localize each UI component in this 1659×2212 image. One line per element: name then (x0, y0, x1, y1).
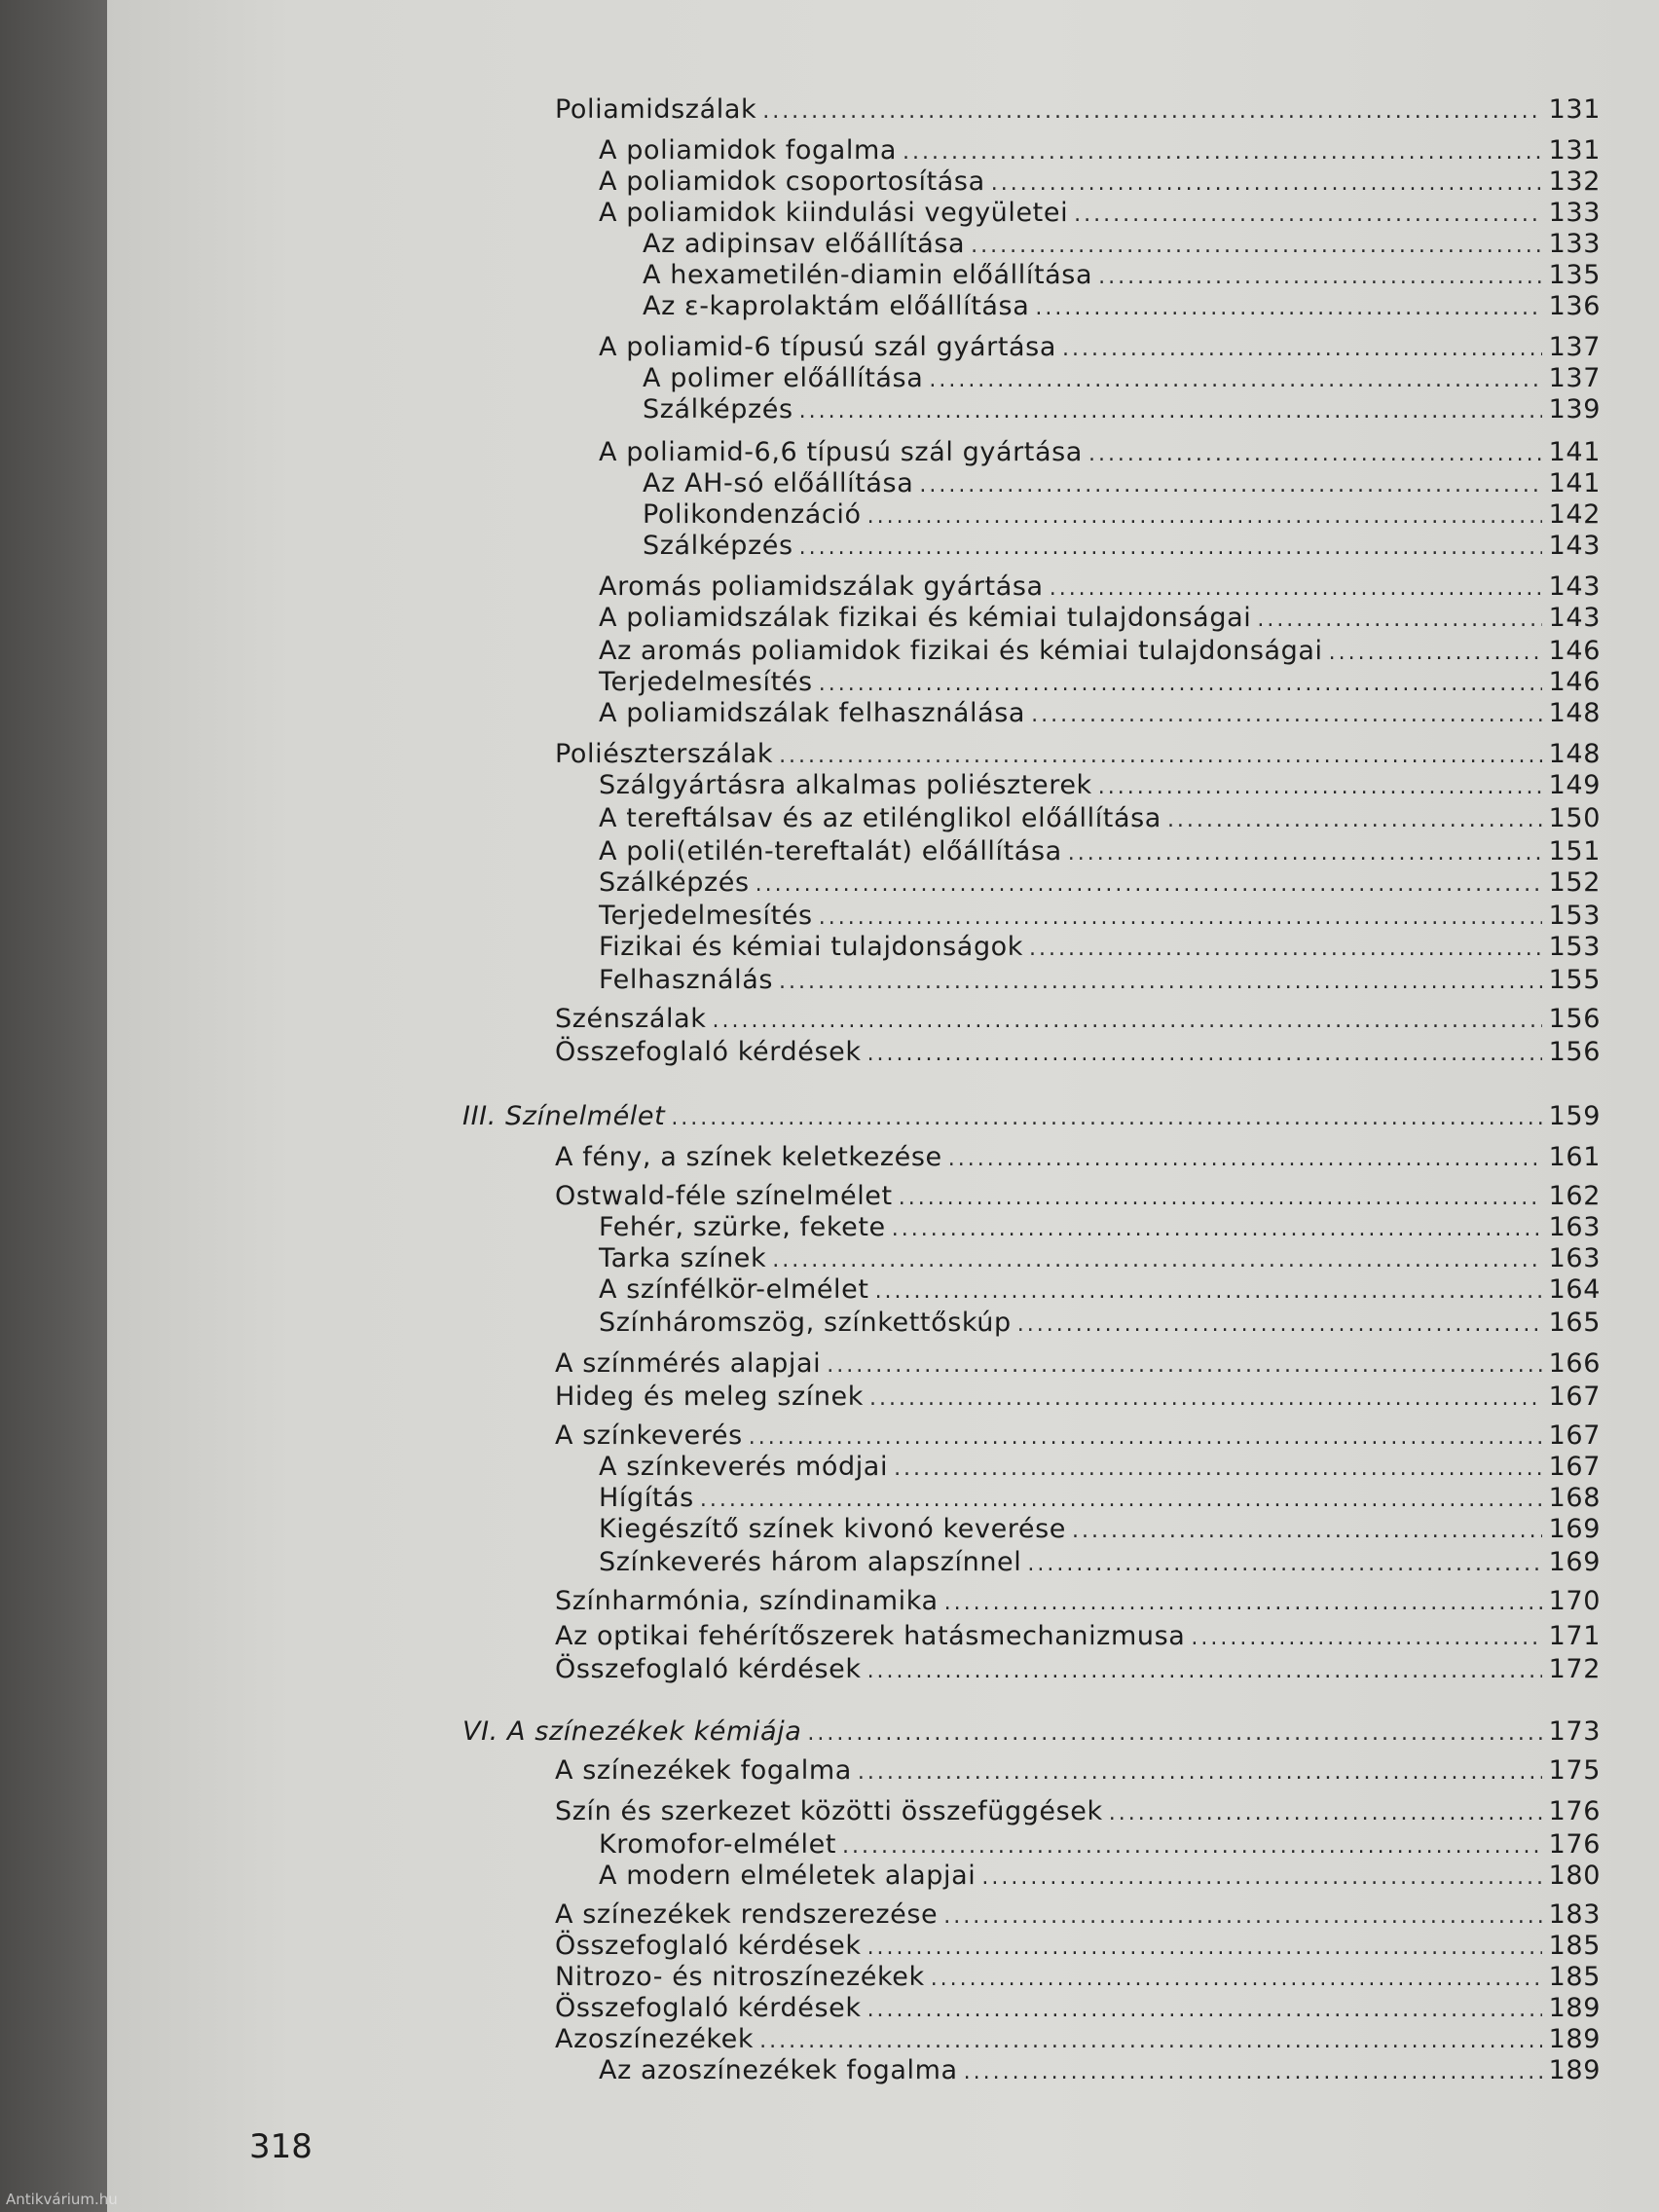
dot-leader (1031, 699, 1542, 732)
toc-entry-page: 136 (1548, 291, 1601, 321)
dot-leader (867, 1994, 1542, 2027)
toc-entry-title: A poliamidok kiindulási vegyületei (599, 198, 1069, 228)
toc-entry-title: A színkeverés (555, 1420, 743, 1451)
toc-entry (555, 1653, 1601, 1688)
toc-entry (599, 571, 1601, 606)
toc-entry-page: 180 (1548, 1861, 1601, 1891)
toc-entry (599, 835, 1601, 870)
dot-leader (759, 2025, 1542, 2058)
toc-entry (555, 1899, 1601, 1934)
toc-entry (599, 1451, 1601, 1486)
toc-entry-title: Szálképzés (599, 867, 750, 898)
toc-entry-title: Az adipinsav előállítása (643, 229, 966, 259)
dot-leader (1088, 438, 1542, 471)
toc-entry-title: Nitrozo- és nitroszínezékek (555, 1962, 925, 1992)
toc-entry (599, 197, 1601, 232)
toc-entry (643, 290, 1601, 325)
toc-entry-title: Összefoglaló kérdések (555, 1037, 862, 1067)
toc-entry (555, 1141, 1601, 1176)
toc-entry-title: A poliamidok fogalma (599, 135, 897, 166)
toc-entry-page: 167 (1548, 1452, 1601, 1482)
toc-entry (643, 362, 1601, 397)
dot-leader (964, 2056, 1542, 2089)
toc-entry (643, 259, 1601, 294)
toc-entry-title: A színezékek fogalma (555, 1755, 852, 1786)
dot-leader (1167, 804, 1542, 837)
toc-entry-title: A színfélkör-elmélet (599, 1274, 869, 1305)
toc-entry-title: A poliamidok csoportosítása (599, 166, 985, 197)
toc-entry-title: Az AH-só előállítása (643, 468, 914, 498)
dot-leader (892, 1213, 1542, 1246)
toc-entry-title: Összefoglaló kérdések (555, 1993, 862, 2023)
toc-entry (555, 738, 1601, 773)
toc-entry (599, 1482, 1601, 1517)
toc-entry-page: 169 (1548, 1514, 1601, 1544)
toc-entry-page: 176 (1548, 1796, 1601, 1826)
toc-entry-title: Felhasználás (599, 965, 774, 995)
toc-entry (599, 866, 1601, 902)
toc-entry-title: Fizikai és kémiai tulajdonságok (599, 932, 1024, 962)
toc-entry-title: Színháromszög, színkettőskúp (599, 1308, 1012, 1338)
toc-entry-page: 168 (1548, 1483, 1601, 1513)
dot-leader (875, 1275, 1542, 1309)
dot-leader (1329, 637, 1542, 670)
toc-entry-page: 135 (1548, 260, 1601, 290)
toc-entry (555, 1992, 1601, 2027)
dot-leader (943, 1900, 1542, 1934)
toc-entry (555, 1347, 1601, 1382)
toc-entry (599, 635, 1601, 670)
toc-entry (599, 134, 1601, 169)
toc-entry-page: 143 (1548, 603, 1601, 633)
toc-entry-page: 156 (1548, 1004, 1601, 1034)
toc-entry (643, 498, 1601, 534)
toc-entry-page: 131 (1548, 135, 1601, 166)
toc-entry-page: 151 (1548, 836, 1601, 866)
dot-leader (971, 230, 1542, 263)
dot-leader (1050, 572, 1542, 606)
toc-entry-title: VI. A színezékek kémiája (462, 1716, 802, 1747)
toc-entry-title: Szénszálak (555, 1004, 707, 1034)
toc-entry-page: 172 (1548, 1654, 1601, 1684)
toc-entry (599, 900, 1601, 935)
dot-leader (756, 868, 1542, 902)
toc-entry-title: Terjedelmesítés (599, 901, 813, 931)
dot-leader (981, 1862, 1542, 1895)
toc-entry (555, 1381, 1601, 1416)
dot-leader (819, 902, 1542, 935)
toc-entry (643, 393, 1601, 428)
toc-entry (599, 697, 1601, 732)
toc-entry (462, 1715, 1601, 1751)
toc-entry-title: A poliamid-6 típusú szál gyártása (599, 332, 1056, 362)
toc-entry (555, 93, 1601, 129)
toc-entry-title: Szín és szerkezet közötti összefüggések (555, 1796, 1103, 1826)
toc-entry-page: 159 (1548, 1101, 1601, 1131)
toc-entry-page: 161 (1548, 1142, 1601, 1172)
toc-entry (643, 530, 1601, 565)
dot-leader (1072, 1515, 1542, 1548)
dot-leader (991, 167, 1542, 201)
watermark-text: Antikvárium.hu (6, 2191, 118, 2208)
toc-entry-title: A színezékek rendszerezése (555, 1899, 939, 1930)
dot-leader (799, 532, 1542, 565)
toc-entry-page: 148 (1548, 698, 1601, 728)
toc-entry-title: III. Színelmélet (462, 1101, 666, 1131)
toc-entry-title: Terjedelmesítés (599, 667, 813, 697)
toc-entry-title: A poli(etilén-tereftalát) előállítása (599, 836, 1062, 866)
dot-leader (894, 1453, 1542, 1486)
dot-leader (867, 1655, 1542, 1688)
toc-entry-page: 176 (1548, 1829, 1601, 1860)
toc-entry (599, 166, 1601, 201)
toc-entry (599, 802, 1601, 837)
dot-leader (779, 966, 1542, 999)
toc-entry (599, 1273, 1601, 1309)
toc-entry-title: Azoszínezékek (555, 2024, 755, 2054)
toc-entry-page: 141 (1548, 437, 1601, 467)
dot-leader (1062, 333, 1542, 366)
toc-entry-page: 175 (1548, 1755, 1601, 1786)
toc-entry (599, 1546, 1601, 1581)
dot-leader (807, 1717, 1542, 1751)
dot-leader (1074, 199, 1542, 232)
toc-entry-page: 189 (1548, 1993, 1601, 2023)
dot-leader (1257, 604, 1542, 637)
dot-leader (903, 136, 1542, 169)
toc-entry (555, 1585, 1601, 1620)
toc-entry-title: Hideg és meleg színek (555, 1382, 864, 1412)
toc-entry (599, 602, 1601, 637)
toc-entry-page: 150 (1548, 803, 1601, 833)
dot-leader (931, 1963, 1542, 1996)
dot-leader (827, 1349, 1542, 1382)
page-number: 318 (249, 2127, 313, 2166)
toc-entry (599, 769, 1601, 804)
toc-entry-page: 173 (1548, 1716, 1601, 1747)
toc-entry-page: 153 (1548, 932, 1601, 962)
toc-entry-title: Színharmónia, színdinamika (555, 1586, 939, 1616)
dot-leader (929, 364, 1542, 397)
dot-leader (713, 1005, 1542, 1038)
dot-leader (772, 1244, 1542, 1277)
toc-entry-page: 163 (1548, 1212, 1601, 1242)
toc-entry-title: A színkeverés módjai (599, 1452, 889, 1482)
toc-entry-title: Aromás poliamidszálak gyártása (599, 571, 1044, 602)
book-page (107, 0, 1659, 2212)
dot-leader (867, 1932, 1542, 1965)
toc-entry-title: Összefoglaló kérdések (555, 1654, 862, 1684)
dot-leader (1098, 771, 1542, 804)
toc-entry-page: 156 (1548, 1037, 1601, 1067)
toc-entry-page: 164 (1548, 1274, 1601, 1305)
dot-leader (948, 1143, 1542, 1176)
toc-entry-page: 167 (1548, 1420, 1601, 1451)
dot-leader (858, 1756, 1542, 1789)
dot-leader (1068, 837, 1542, 870)
toc-entry-page: 153 (1548, 901, 1601, 931)
toc-entry-page: 146 (1548, 636, 1601, 666)
toc-entry-title: Az aromás poliamidok fizikai és kémiai tulajdonságai (599, 636, 1323, 666)
dot-leader (1029, 933, 1542, 966)
toc-entry-page: 185 (1548, 1931, 1601, 1961)
toc-entry-page: 152 (1548, 867, 1601, 898)
toc-entry-title: A hexametilén-diamin előállítása (643, 260, 1093, 290)
toc-entry (555, 2023, 1601, 2058)
toc-entry-title: A poliamidszálak fizikai és kémiai tulajdonságai (599, 603, 1252, 633)
toc-entry-page: 163 (1548, 1243, 1601, 1273)
dot-leader (1109, 1797, 1542, 1830)
toc-entry (555, 1930, 1601, 1965)
toc-entry-page: 143 (1548, 571, 1601, 602)
toc-entry-page: 189 (1548, 2055, 1601, 2085)
toc-entry-page: 148 (1548, 739, 1601, 769)
dot-leader (779, 740, 1542, 773)
toc-entry-title: Poliamidszálak (555, 94, 757, 125)
toc-entry (599, 1828, 1601, 1863)
toc-entry (555, 1180, 1601, 1215)
toc-entry-page: 165 (1548, 1308, 1601, 1338)
dot-leader (671, 1102, 1542, 1135)
toc-entry (555, 1620, 1601, 1655)
toc-entry-page: 185 (1548, 1962, 1601, 1992)
dot-leader (867, 500, 1542, 534)
dot-leader (762, 95, 1542, 129)
toc-entry-title: Poliészterszálak (555, 739, 774, 769)
toc-entry-page: 183 (1548, 1899, 1601, 1930)
toc-entry-page: 167 (1548, 1382, 1601, 1412)
toc-entry (599, 964, 1601, 999)
dot-leader (749, 1421, 1542, 1455)
toc-entry-page: 170 (1548, 1586, 1601, 1616)
toc-entry-page: 162 (1548, 1181, 1601, 1211)
dot-leader (1191, 1622, 1542, 1655)
toc-entry (599, 436, 1601, 471)
toc-entry (555, 1795, 1601, 1830)
toc-entry (599, 931, 1601, 966)
toc-entry-page: 132 (1548, 166, 1601, 197)
toc-entry-title: Szálképzés (643, 531, 793, 561)
toc-entry-title: A poliamidszálak felhasználása (599, 698, 1026, 728)
toc-entry-title: Összefoglaló kérdések (555, 1931, 862, 1961)
toc-entry-page: 131 (1548, 94, 1601, 125)
toc-entry (599, 1860, 1601, 1895)
toc-entry (599, 331, 1601, 366)
toc-entry-title: A fény, a színek keletkezése (555, 1142, 942, 1172)
toc-entry-page: 139 (1548, 394, 1601, 424)
toc-entry (555, 1036, 1601, 1071)
toc-entry-page: 142 (1548, 499, 1601, 530)
toc-entry (555, 1754, 1601, 1789)
book-binding-shadow (0, 0, 115, 2212)
toc-entry (643, 228, 1601, 263)
toc-entry-title: Kromofor-elmélet (599, 1829, 837, 1860)
toc-entry-title: Szálgyártásra alkalmas poliészterek (599, 770, 1092, 800)
toc-entry-title: Polikondenzáció (643, 499, 862, 530)
toc-entry-page: 155 (1548, 965, 1601, 995)
toc-entry-page: 133 (1548, 229, 1601, 259)
toc-entry-title: Az azoszínezékek fogalma (599, 2055, 958, 2085)
toc-entry (599, 1307, 1601, 1342)
dot-leader (869, 1382, 1542, 1416)
dot-leader (1035, 292, 1542, 325)
toc-entry-title: A színmérés alapjai (555, 1348, 822, 1379)
dot-leader (1098, 261, 1542, 294)
toc-entry-page: 149 (1548, 770, 1601, 800)
toc-entry-page: 171 (1548, 1621, 1601, 1651)
toc-entry (555, 1961, 1601, 1996)
dot-leader (944, 1587, 1542, 1620)
toc-entry (599, 666, 1601, 701)
toc-entry-title: A modern elméletek alapjai (599, 1861, 977, 1891)
dot-leader (819, 668, 1542, 701)
toc-entry-title: Az optikai fehérítőszerek hatásmechanizmusa (555, 1621, 1186, 1651)
toc-entry-page: 146 (1548, 667, 1601, 697)
toc-entry (599, 1242, 1601, 1277)
dot-leader (919, 469, 1542, 502)
toc-entry-page: 189 (1548, 2024, 1601, 2054)
toc-entry-title: A tereftálsav és az etilénglikol előállítása (599, 803, 1161, 833)
toc-entry (643, 467, 1601, 502)
dot-leader (1027, 1548, 1542, 1581)
toc-entry (599, 2054, 1601, 2089)
toc-entry-title: A polimer előállítása (643, 363, 924, 393)
dot-leader (799, 395, 1542, 428)
dot-leader (700, 1484, 1542, 1517)
toc-entry-title: Ostwald-féle színelmélet (555, 1181, 893, 1211)
toc-entry-title: Szálképzés (643, 394, 793, 424)
table-of-contents (107, 0, 1659, 2212)
toc-entry (555, 1003, 1601, 1038)
toc-entry-page: 137 (1548, 363, 1601, 393)
toc-entry-title: Tarka színek (599, 1243, 767, 1273)
toc-entry (555, 1419, 1601, 1455)
toc-entry (599, 1211, 1601, 1246)
toc-entry-title: Hígítás (599, 1483, 694, 1513)
toc-entry-title: Kiegészítő színek kivonó keverése (599, 1514, 1066, 1544)
toc-entry-page: 141 (1548, 468, 1601, 498)
dot-leader (1017, 1309, 1542, 1342)
toc-entry-page: 143 (1548, 531, 1601, 561)
toc-entry-title: Az ε-kaprolaktám előállítása (643, 291, 1030, 321)
toc-entry-title: Színkeverés három alapszínnel (599, 1547, 1022, 1577)
dot-leader (842, 1830, 1542, 1863)
toc-entry-page: 166 (1548, 1348, 1601, 1379)
toc-entry-page: 169 (1548, 1547, 1601, 1577)
toc-entry (462, 1100, 1601, 1135)
toc-entry-page: 133 (1548, 198, 1601, 228)
toc-entry-title: A poliamid-6,6 típusú szál gyártása (599, 437, 1083, 467)
toc-entry-page: 137 (1548, 332, 1601, 362)
dot-leader (867, 1038, 1542, 1071)
toc-entry (599, 1513, 1601, 1548)
toc-entry-title: Fehér, szürke, fekete (599, 1212, 886, 1242)
dot-leader (899, 1182, 1542, 1215)
